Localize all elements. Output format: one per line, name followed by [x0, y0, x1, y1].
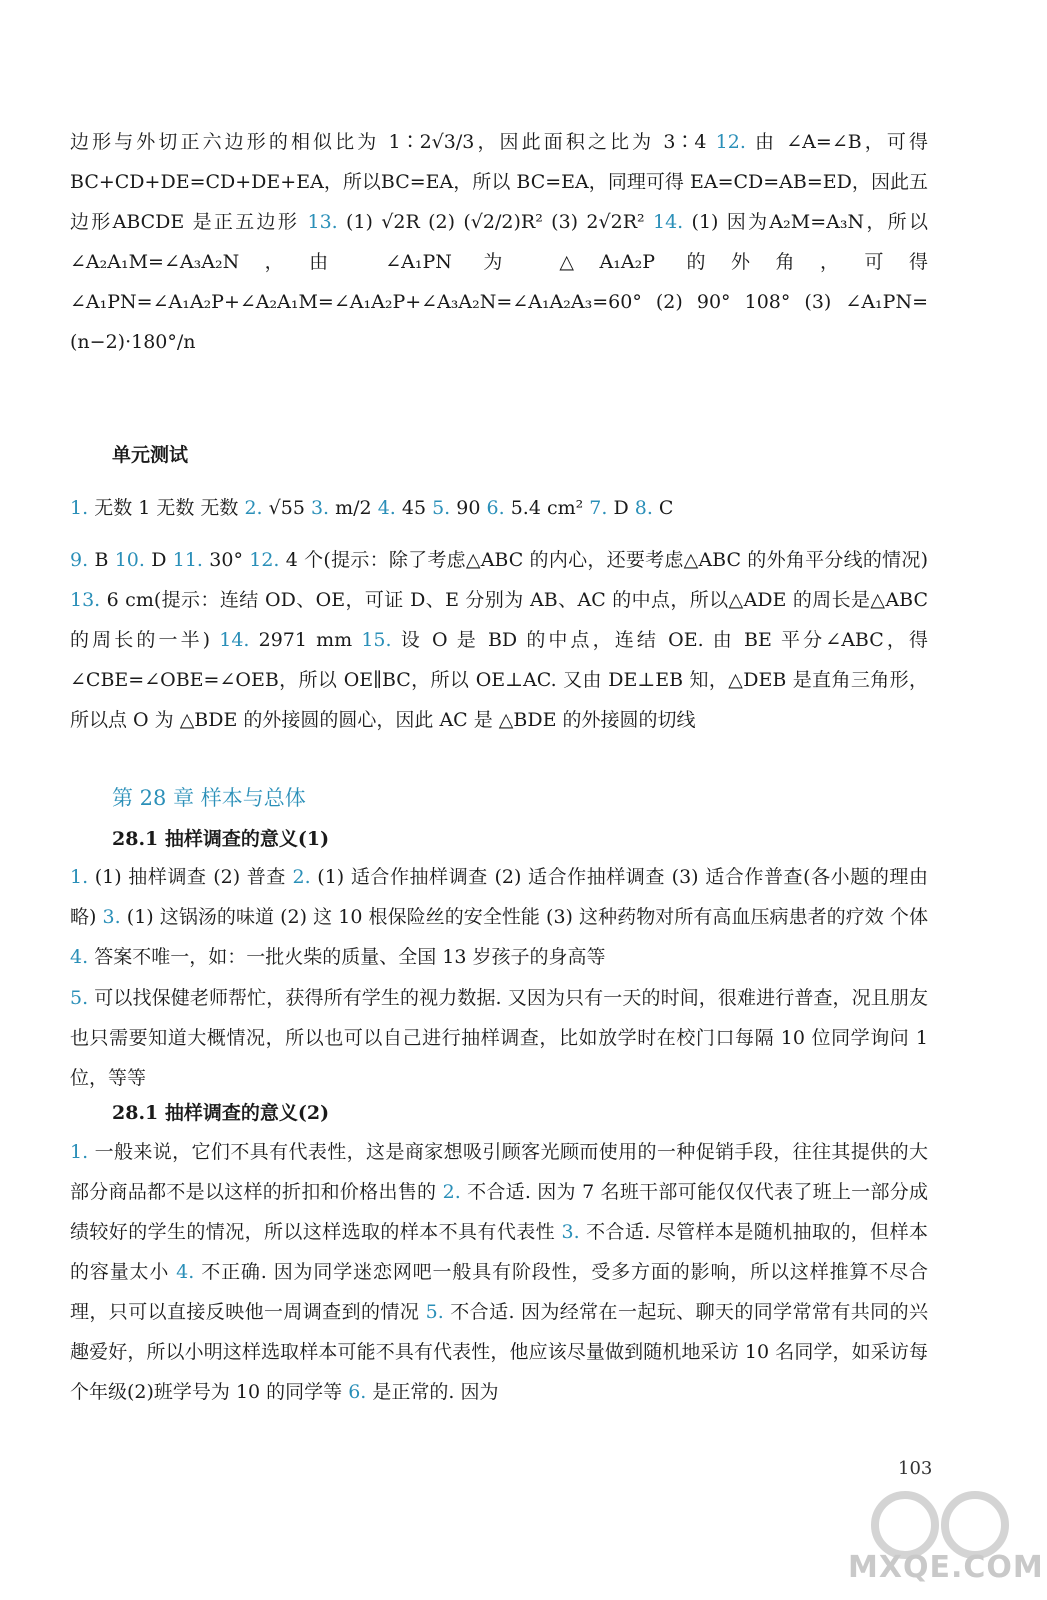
question-number: 1. — [70, 1141, 89, 1163]
answer-text: 是正常的. 因为 — [372, 1381, 499, 1403]
answer-text: 不正确. 因为同学迷恋网吧一般具有阶段性，受多方面的影响，所以这样推算不尽合理，只可以直接反映他一周调查到的情况 — [70, 1261, 929, 1323]
unit-test-line1 — [70, 488, 928, 528]
section2-answers — [70, 1132, 928, 1412]
answer-text: 不合适. 因为 7 名班干部可能仅仅代表了班上一部分成绩较好的学生的情况，所以这样选取的样本不具有代表性 — [70, 1181, 929, 1243]
answer-text: 30° — [209, 549, 250, 571]
answer-text: 5.4 cm² — [510, 497, 590, 519]
question-number: 12. — [249, 549, 280, 571]
section-heading: 28.1 抽样调查的意义(1) — [112, 828, 330, 850]
question-number: 6. — [348, 1381, 367, 1403]
question-number: 11. — [172, 549, 203, 571]
answer-text: 设 O 是 BD 的中点，连结 OE. 由 BE 平分∠ABC，得 ∠CBE=∠OBE=∠OEB，所以 OE∥BC，所以 OE⊥AC. 又由 DE⊥EB 知，△DEB 是直角三角形，所以点 O 为 △BDE 的外接圆的圆心，因此 AC 是 △BDE 的外接圆的切线 — [70, 629, 928, 731]
answer-text: 由 ∠A=∠B，可得BC+CD+DE=CD+DE+EA，所以BC=EA，所以 BC=EA，同理可得 EA=CD=AB=ED，因此五边形ABCDE 是正五边形 — [70, 131, 928, 233]
answer-text: √55 — [268, 497, 311, 519]
question-number: 2. — [292, 866, 311, 888]
answer-text: 2971 mm — [258, 629, 362, 651]
question-number: 13. — [70, 589, 101, 611]
question-number: 4. — [176, 1261, 195, 1283]
answer-text: C — [658, 497, 674, 519]
question-number: 1. — [70, 497, 89, 519]
answer-text: 4 个(提示：除了考虑△ABC 的内心，还要考虑△ABC 的外角平分线的情况) — [285, 549, 928, 571]
answer-text: m/2 — [335, 497, 378, 519]
answer-text: 可以找保健老师帮忙，获得所有学生的视力数据. 又因为只有一天的时间，很难进行普查，况且朋友也只需要知道大概情况，所以也可以自己进行抽样调查，比如放学时在校门口每隔 10 位同学询问 1 位，等等 — [70, 987, 928, 1089]
question-number: 14. — [219, 629, 250, 651]
question-number: 13. — [307, 211, 338, 233]
answer-text: (1) √2R (2) (√2/2)R² (3) 2√2R² — [346, 211, 653, 233]
question-number: 9. — [70, 549, 89, 571]
answer-text: 不合适. 尽管样本是随机抽取的，但样本的容量太小 — [70, 1221, 928, 1283]
question-number: 1. — [70, 866, 89, 888]
question-number: 2. — [442, 1181, 461, 1203]
watermark-text: MXQE.COM — [848, 1550, 1044, 1585]
page-number: 103 — [898, 1458, 933, 1479]
answer-text: D — [613, 497, 635, 519]
section-heading: 28.1 抽样调查的意义(2) — [112, 1102, 330, 1124]
answer-text: B — [94, 549, 115, 571]
question-number: 3. — [561, 1221, 580, 1243]
answer-text: (1) 抽样调查 (2) 普查 — [94, 866, 293, 888]
top-answer-block — [70, 122, 928, 362]
question-number: 3. — [102, 906, 121, 928]
question-number: 2. — [244, 497, 263, 519]
question-number: 6. — [486, 497, 505, 519]
chapter-title: 第 28 章 样本与总体 — [112, 786, 306, 810]
question-number: 4. — [70, 946, 89, 968]
question-number: 5. — [425, 1301, 444, 1323]
question-number: 10. — [114, 549, 145, 571]
section1-q5 — [70, 978, 928, 1098]
answer-text: (1) 适合作抽样调查 (2) 适合作抽样调查 (3) 适合作普查(各小题的理由略) — [70, 866, 928, 928]
question-number: 15. — [361, 629, 392, 651]
answer-text: 45 — [401, 497, 433, 519]
section1-answers — [70, 857, 928, 977]
question-number: 12. — [715, 131, 746, 153]
answer-text: 90 — [456, 497, 487, 519]
answer-text: (1) 因为A₂M=A₃N，所以 ∠A₂A₁M=∠A₃A₂N，由 ∠A₁PN 为 △A₁A₂P 的外角，可得 ∠A₁PN=∠A₁A₂P+∠A₂A₁M=∠A₁A₂P+∠A₃A₂N=∠A₁A₂A₃=60° (2) 90° 108° (3) ∠A₁PN=(n−2)·180°/n — [70, 211, 928, 353]
question-number: 7. — [589, 497, 608, 519]
question-number: 5. — [70, 987, 89, 1009]
question-number: 14. — [652, 211, 684, 233]
answer-text: D — [151, 549, 173, 571]
answer-text: 答案不唯一，如：一批火柴的质量、全国 13 岁孩子的身高等 — [94, 946, 606, 968]
answer-text: 6 cm(提示：连结 OD、OE，可证 D、E 分别为 AB、AC 的中点，所以△ADE 的周长是△ABC 的周长的一半) — [70, 589, 928, 651]
question-number: 5. — [432, 497, 451, 519]
answer-text: (1) 这锅汤的味道 (2) 这 10 根保险丝的安全性能 (3) 这种药物对所有高血压病患者的疗效 个体 — [126, 906, 928, 928]
answer-text: 一般来说，它们不具有代表性，这是商家想吸引顾客光顾而使用的一种促销手段，往往其提供的大部分商品都不是以这样的折扣和价格出售的 — [70, 1141, 928, 1203]
question-number: 4. — [377, 497, 396, 519]
question-number: 8. — [634, 497, 653, 519]
answer-text: 无数 1 无数 无数 — [94, 497, 245, 519]
unit-test-block2 — [70, 540, 928, 740]
unit-test-heading: 单元测试 — [112, 444, 189, 466]
answer-text: 边形与外切正六边形的相似比为 1∶2√3/3，因此面积之比为 3∶4 — [70, 131, 716, 153]
answer-text: 不合适. 因为经常在一起玩、聊天的同学常常有共同的兴趣爱好，所以小明这样选取样本可能不具有代表性，他应该尽量做到随机地采访 10 名同学，如采访每个年级(2)班学号为 10 的同学等 — [70, 1301, 928, 1403]
question-number: 3. — [310, 497, 330, 519]
